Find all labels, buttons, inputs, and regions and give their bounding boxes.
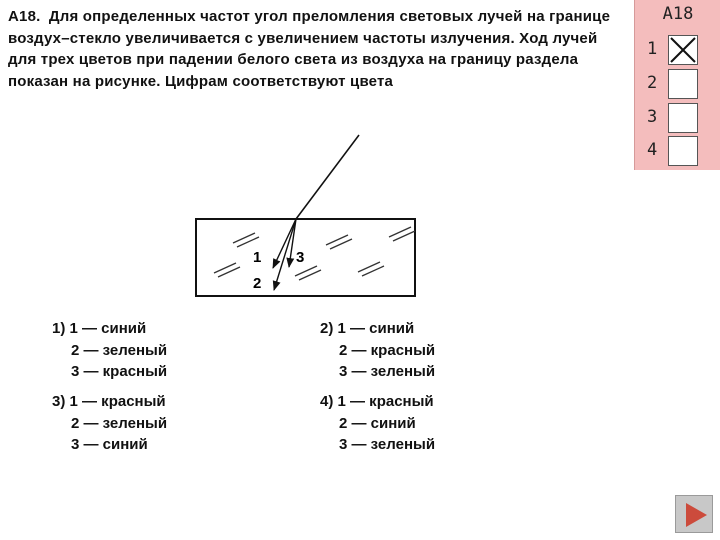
choice-1-line-1: 1) 1 — синий xyxy=(52,320,147,337)
answer-option-4 xyxy=(635,135,720,165)
answer-checkbox-2[interactable] xyxy=(668,69,698,99)
choice-4-line-3: 3 — зеленый xyxy=(339,436,436,453)
choice-3-line-1: 3) 1 — красный xyxy=(52,393,166,410)
incident-ray xyxy=(296,135,359,219)
choice-2-line-3: 3 — зеленый xyxy=(339,363,436,380)
ray-label-1: 1 xyxy=(253,249,262,266)
answer-option-2-label: 2 xyxy=(647,73,658,93)
answer-option-3-label: 3 xyxy=(647,107,658,127)
question-text: Для определенных частот угол преломления световых лучей на границе воздух–стекло увеличивается с увеличением частоты излучения. Ход лучей для трех цветов при падении белого света из воздуха на границу раздела показан на рисунке. Цифрам соответствуют цвета xyxy=(8,8,611,90)
answer-option-3 xyxy=(635,102,720,132)
answer-checkbox-4[interactable] xyxy=(668,136,698,166)
checked-x-icon xyxy=(669,36,697,64)
choice-1 xyxy=(52,318,167,383)
ray-label-3: 3 xyxy=(296,249,305,266)
choice-2 xyxy=(320,318,435,383)
answer-option-2 xyxy=(635,68,720,98)
glass-block xyxy=(196,219,415,296)
answer-panel xyxy=(634,0,720,170)
choice-3-line-3: 3 — синий xyxy=(71,436,148,453)
choice-3 xyxy=(52,391,167,456)
next-slide-button[interactable] xyxy=(675,495,713,533)
choice-1-line-2: 2 — зеленый xyxy=(71,341,168,359)
choice-3-line-2: 2 — зеленый xyxy=(71,414,168,432)
question-number: А18. xyxy=(8,8,41,25)
choice-4-line-2: 2 — синий xyxy=(339,414,416,432)
answer-option-1-label: 1 xyxy=(647,39,658,59)
choice-2-line-2: 2 — красный xyxy=(339,341,436,359)
answer-option-1 xyxy=(635,34,720,64)
play-arrow-icon xyxy=(676,496,714,534)
choice-1-line-3: 3 — красный xyxy=(71,363,168,380)
answer-panel-title: A18 xyxy=(662,4,694,24)
answer-option-4-label: 4 xyxy=(647,140,658,160)
choice-2-line-1: 2) 1 — синий xyxy=(320,320,415,337)
ray-label-2: 2 xyxy=(253,275,262,292)
choice-4 xyxy=(320,391,435,456)
choice-4-line-1: 4) 1 — красный xyxy=(320,393,434,410)
answer-checkbox-1[interactable] xyxy=(668,35,698,65)
answer-checkbox-3[interactable] xyxy=(668,103,698,133)
